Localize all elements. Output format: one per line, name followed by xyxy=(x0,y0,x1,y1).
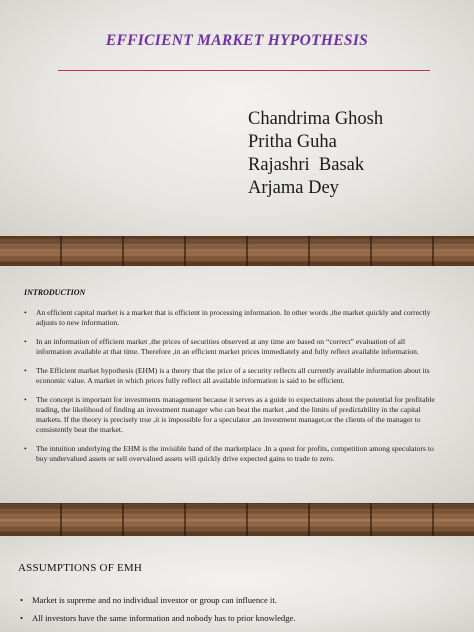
list-item: • In an information of efficient market ,the prices of securities observed at any time are based on “correct” evaluation of all information available at that time. Therefore ,in an efficient market prices immediately and fully reflect available information. xyxy=(22,337,442,357)
wood-floor-divider xyxy=(0,503,474,536)
bullet-list xyxy=(22,308,442,473)
list-item: • The concept is important for investments management because it serves as a guide to expectations about the potential for profitable trading, the likelihood of finding an investment manager who can beat the market ,and the limits of predictability in the capital markets. If the theory is precisely true ,it is impossible for a speculator ,an investment manager,or the clients of the manager to consistently beat the market. xyxy=(22,395,442,436)
slide-title: EFFICIENT MARKET HYPOTHESIS xyxy=(105,32,369,49)
assumptions-slide xyxy=(0,536,474,632)
title-underline xyxy=(58,70,430,71)
title-slide xyxy=(0,0,474,236)
author-name: Rajashri Basak xyxy=(248,155,365,175)
author-name: Chandrima Ghosh xyxy=(248,109,384,129)
section-heading: INTRODUCTION xyxy=(24,288,86,297)
author-name: Arjama Dey xyxy=(248,178,339,198)
section-heading: ASSUMPTIONS OF EMH xyxy=(18,562,143,574)
list-item: • An efficient capital market is a market that is efficient in processing information. In other words ,the market quickly and correctly adjusts to new information. xyxy=(22,308,442,328)
list-item: • Market is supreme and no individual investor or group can influence it. xyxy=(18,595,458,606)
list-item: • All investors have the same information and nobody has to prior knowledge. xyxy=(18,613,458,624)
bullet-list xyxy=(18,595,458,631)
list-item: • The Efficient market hypothesis (EHM) is a theory that the price of a security reflects all currently available information about its economic value. A market in which prices fully reflect all available information is said to be efficient. xyxy=(22,366,442,386)
wood-floor-divider xyxy=(0,236,474,266)
list-item: • The intuition underlying the EHM is the invisible hand of the marketplace .In a quest for profits, competition among speculators to buy undervalued assets or sell overvalued assets will quickly drive expected gains to trade to zero. xyxy=(22,444,442,464)
author-name: Pritha Guha xyxy=(248,132,337,152)
introduction-slide xyxy=(0,266,474,503)
author-list xyxy=(248,108,383,200)
